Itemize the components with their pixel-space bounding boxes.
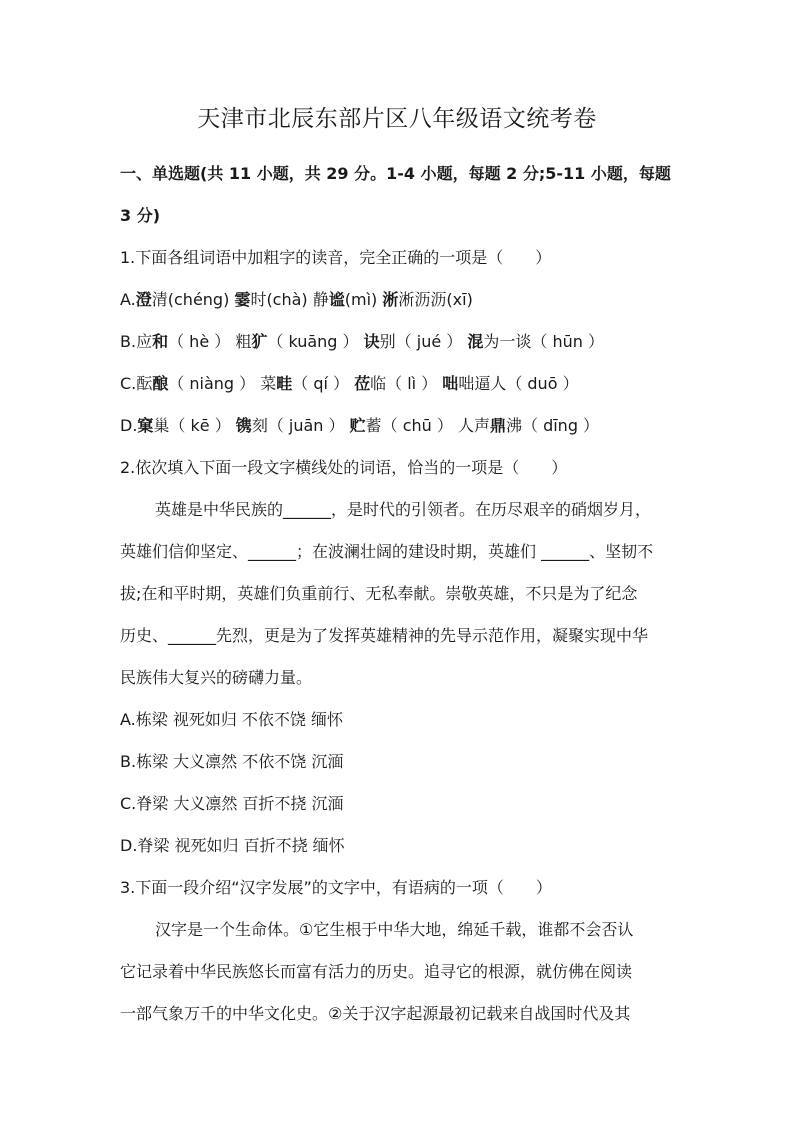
bold-character: 谧 (328, 290, 345, 309)
bold-character: 和 (152, 332, 169, 351)
question-2-stem: 2.依次填入下面一段文字横线处的词语，恰当的一项是（ ） (120, 458, 568, 477)
option-text: 蓄（ chū ） 人声 (365, 416, 490, 435)
bold-character: 畦 (276, 374, 293, 393)
question-2-option-c: C.脊梁 大义凛然 百折不挠 沉湎 (120, 794, 344, 813)
question-3-passage-line: 它记录着中华民族悠长而富有活力的历史。追寻它的根源，就仿佛在阅读 (120, 962, 633, 981)
option-text: C.酝 (120, 374, 153, 393)
option-text: （ qí ） (292, 374, 355, 393)
question-2-passage-line: 英雄们信仰坚定、______；在波澜壮阔的建设时期，英雄们 ______、坚韧不 (120, 542, 654, 561)
bold-character: 鼎 (489, 416, 506, 435)
question-1-option-a (120, 289, 473, 311)
question-3-passage-line: 一部气象万千的中华文化史。②关于汉字起源最初记载来自战国时代及其 (120, 1004, 631, 1023)
option-text: 巢（ kē ） (153, 416, 236, 435)
question-1-option-d (120, 415, 599, 437)
bold-character: 贮 (349, 416, 366, 435)
option-text: A. (120, 290, 136, 309)
section-heading-line-2: 3 分) (120, 206, 161, 225)
bold-character: 霎 (234, 290, 251, 309)
option-text: 淅沥沥(xī) (398, 290, 473, 309)
bold-character: 犷 (251, 332, 268, 351)
question-2-passage-line: 民族伟大复兴的磅礴力量。 (120, 668, 313, 687)
option-text: （ hè ） 粗 (168, 332, 252, 351)
bold-character: 混 (467, 332, 484, 351)
page-title: 天津市北辰东部片区八年级语文统考卷 (197, 106, 597, 132)
bold-character: 淅 (382, 290, 399, 309)
option-text: B.应 (120, 332, 153, 351)
question-3-passage-line: 汉字是一个生命体。①它生根于中华大地，绵延千载，谁都不会否认 (155, 920, 634, 939)
option-text: 咄逼人（ duō ） (458, 374, 579, 393)
bold-character: 诀 (363, 332, 380, 351)
bold-character: 咄 (442, 374, 459, 393)
question-3-stem: 3.下面一段介绍“汉字发展”的文字中，有语病的一项（ ） (120, 878, 552, 897)
bold-character: 酿 (152, 374, 169, 393)
option-text: 时(chà) 静 (250, 290, 329, 309)
question-2-passage-line: 拔;在和平时期，英雄们负重前行、无私奉献。崇敬英雄，不只是为了纪念 (120, 584, 638, 603)
option-text: (mì) (344, 290, 383, 309)
bold-character: 镌 (235, 416, 252, 435)
question-1-stem: 1.下面各组词语中加粗字的读音，完全正确的一项是（ ） (120, 248, 552, 267)
bold-character: 窠 (137, 416, 154, 435)
option-text: 沸（ dīng ） (505, 416, 600, 435)
question-2-option-a: A.栋梁 视死如归 不依不饶 缅怀 (120, 710, 344, 729)
question-2-option-b: B.栋梁 大义凛然 不依不饶 沉湎 (120, 752, 344, 771)
question-2-passage-line: 英雄是中华民族的______，是时代的引领者。在历尽艰辛的硝烟岁月， (155, 500, 652, 519)
option-text: （ kuāng ） (267, 332, 364, 351)
option-text: 临（ lì ） (370, 374, 443, 393)
option-text: 为一谈（ hūn ） (483, 332, 604, 351)
bold-character: 莅 (354, 374, 371, 393)
question-2-passage-line: 历史、______先烈，更是为了发挥英雄精神的先导示范作用，凝聚实现中华 (120, 626, 649, 645)
option-text: D. (120, 416, 138, 435)
option-text: 别（ jué ） (379, 332, 468, 351)
question-1-option-b (120, 331, 604, 353)
option-text: （ niàng ） 菜 (168, 374, 277, 393)
bold-character: 澄 (135, 290, 152, 309)
question-2-option-d: D.脊梁 视死如归 百折不挠 缅怀 (120, 836, 345, 855)
option-text: 清(chéng) (151, 290, 235, 309)
question-1-option-c (120, 373, 579, 395)
option-text: 刻（ juān ） (251, 416, 350, 435)
section-heading-line-1: 一、单选题(共 11 小题，共 29 分。1-4 小题，每题 2 分;5-11 小题，每题 (120, 164, 671, 183)
